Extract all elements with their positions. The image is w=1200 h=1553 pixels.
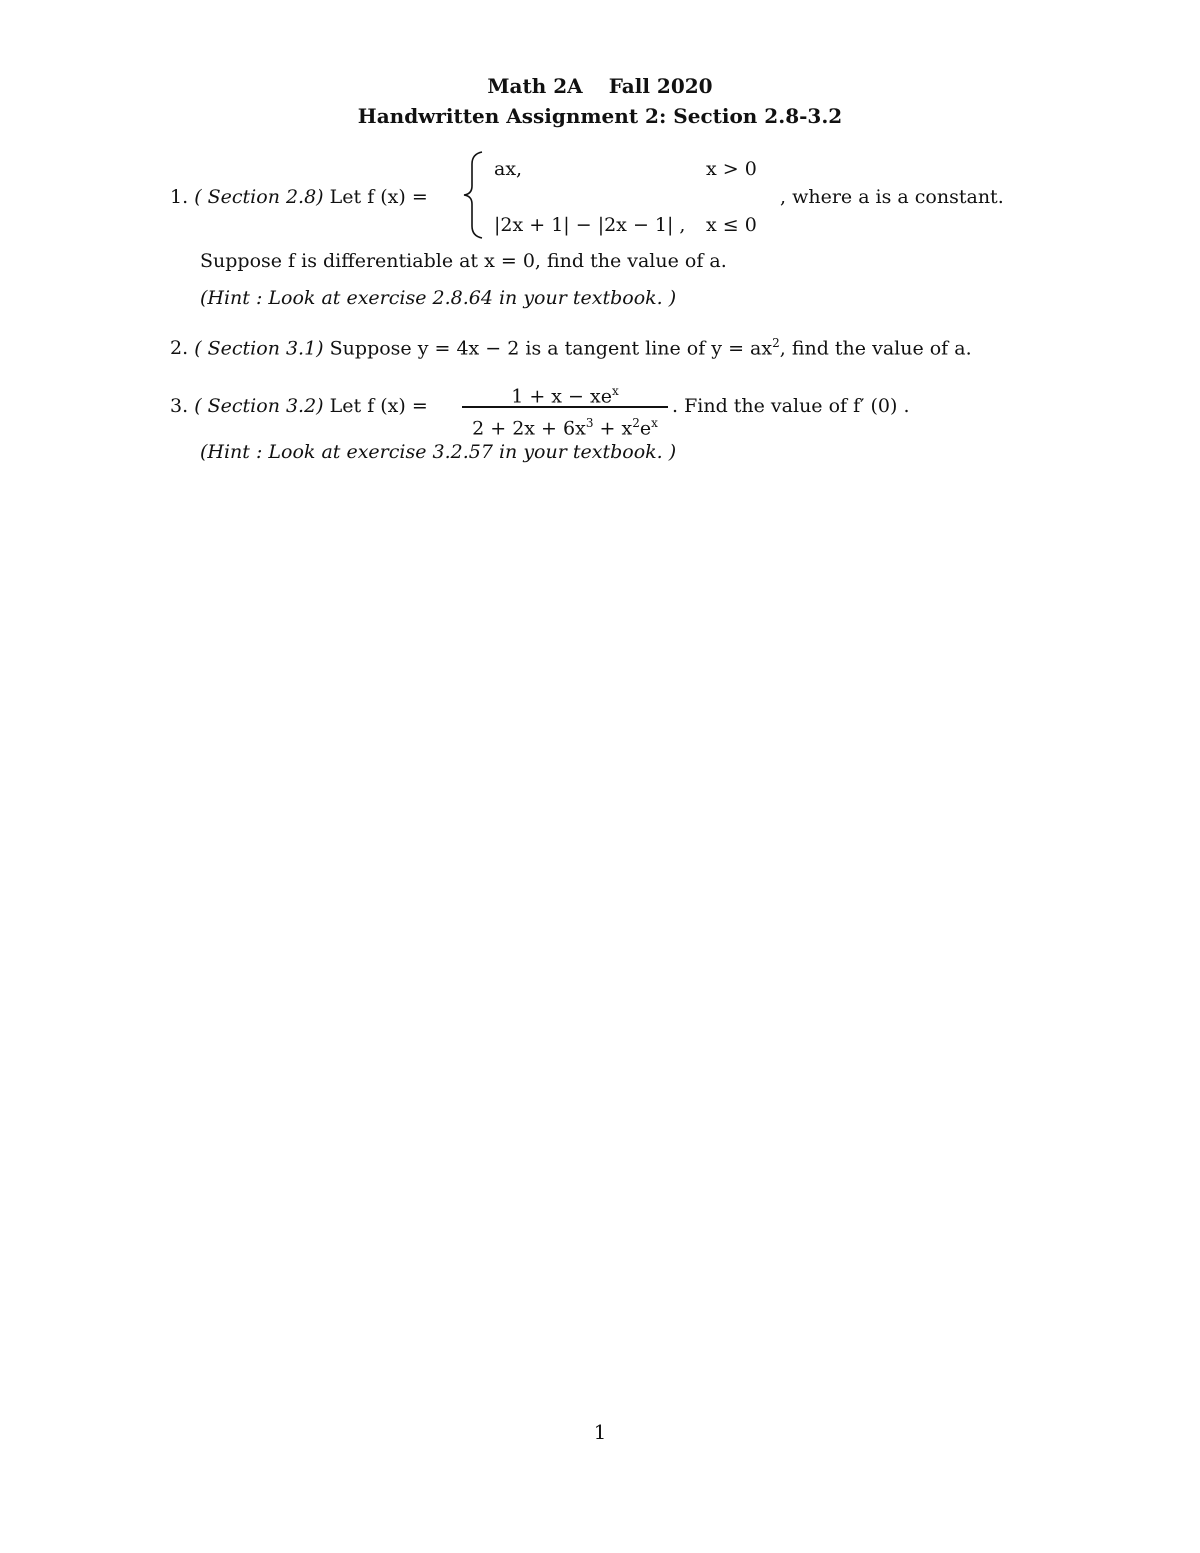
- denominator-part-a: 2 + 2x + 6x: [472, 416, 586, 439]
- problem-2-text-b: , find the value of a.: [779, 337, 972, 360]
- case-1-cond: x > 0: [706, 158, 757, 180]
- problem-1-statement: [170, 186, 428, 208]
- assignment-subtitle: Handwritten Assignment 2: Section 2.8-3.2: [357, 104, 843, 128]
- problem-2-exp: 2: [772, 336, 780, 350]
- problem-2-number: 2.: [170, 337, 189, 360]
- problem-2-text-a: Suppose y = 4x − 2 is a tangent line of y = ax: [329, 337, 773, 360]
- fraction-numerator: [462, 378, 668, 408]
- denominator-exp-1: 3: [585, 415, 594, 430]
- case-2-cond: x ≤ 0: [706, 214, 757, 236]
- numerator-text: 1 + x − xe: [511, 385, 612, 408]
- problem-3-trail: . Find the value of f′ (0) .: [672, 395, 910, 417]
- numerator-exp: x: [611, 384, 619, 398]
- page-number: 1: [593, 1420, 607, 1444]
- problem-1-text: Suppose f is differentiable at x = 0, find the value of a.: [200, 250, 727, 272]
- course-term: Fall 2020: [608, 74, 713, 98]
- denominator-exp-3: x: [651, 415, 658, 430]
- denominator-part-c: e: [639, 416, 652, 439]
- problem-3-number: 3.: [170, 395, 189, 417]
- problem-2-section: ( Section 3.1): [194, 337, 324, 360]
- problem-1-number: 1.: [170, 186, 189, 208]
- problem-1-trail: , where a is a constant.: [780, 186, 1004, 208]
- problem-1-section: ( Section 2.8): [194, 186, 324, 208]
- problem-1-hint: (Hint : Look at exercise 2.8.64 in your textbook. ): [200, 287, 677, 309]
- case-1-expr: ax,: [494, 158, 523, 180]
- piecewise-brace: [460, 150, 490, 240]
- denominator-exp-2: 2: [632, 415, 640, 430]
- problem-1-lead: Let f (x) =: [329, 186, 428, 208]
- course-name: Math 2A: [487, 74, 583, 98]
- problem-3-lead: Let f (x) =: [329, 395, 428, 417]
- problem-3-statement: [170, 395, 428, 417]
- denominator-part-b: + x: [593, 416, 633, 439]
- problem-2-statement: [170, 336, 972, 359]
- fraction-denominator: [462, 410, 668, 439]
- course-title: [0, 74, 1200, 98]
- problem-3-fraction: [462, 378, 668, 439]
- case-2-expr: |2x + 1| − |2x − 1| ,: [494, 214, 686, 236]
- problem-3-hint: (Hint : Look at exercise 3.2.57 in your textbook. ): [200, 441, 677, 463]
- problem-3-section: ( Section 3.2): [194, 395, 324, 417]
